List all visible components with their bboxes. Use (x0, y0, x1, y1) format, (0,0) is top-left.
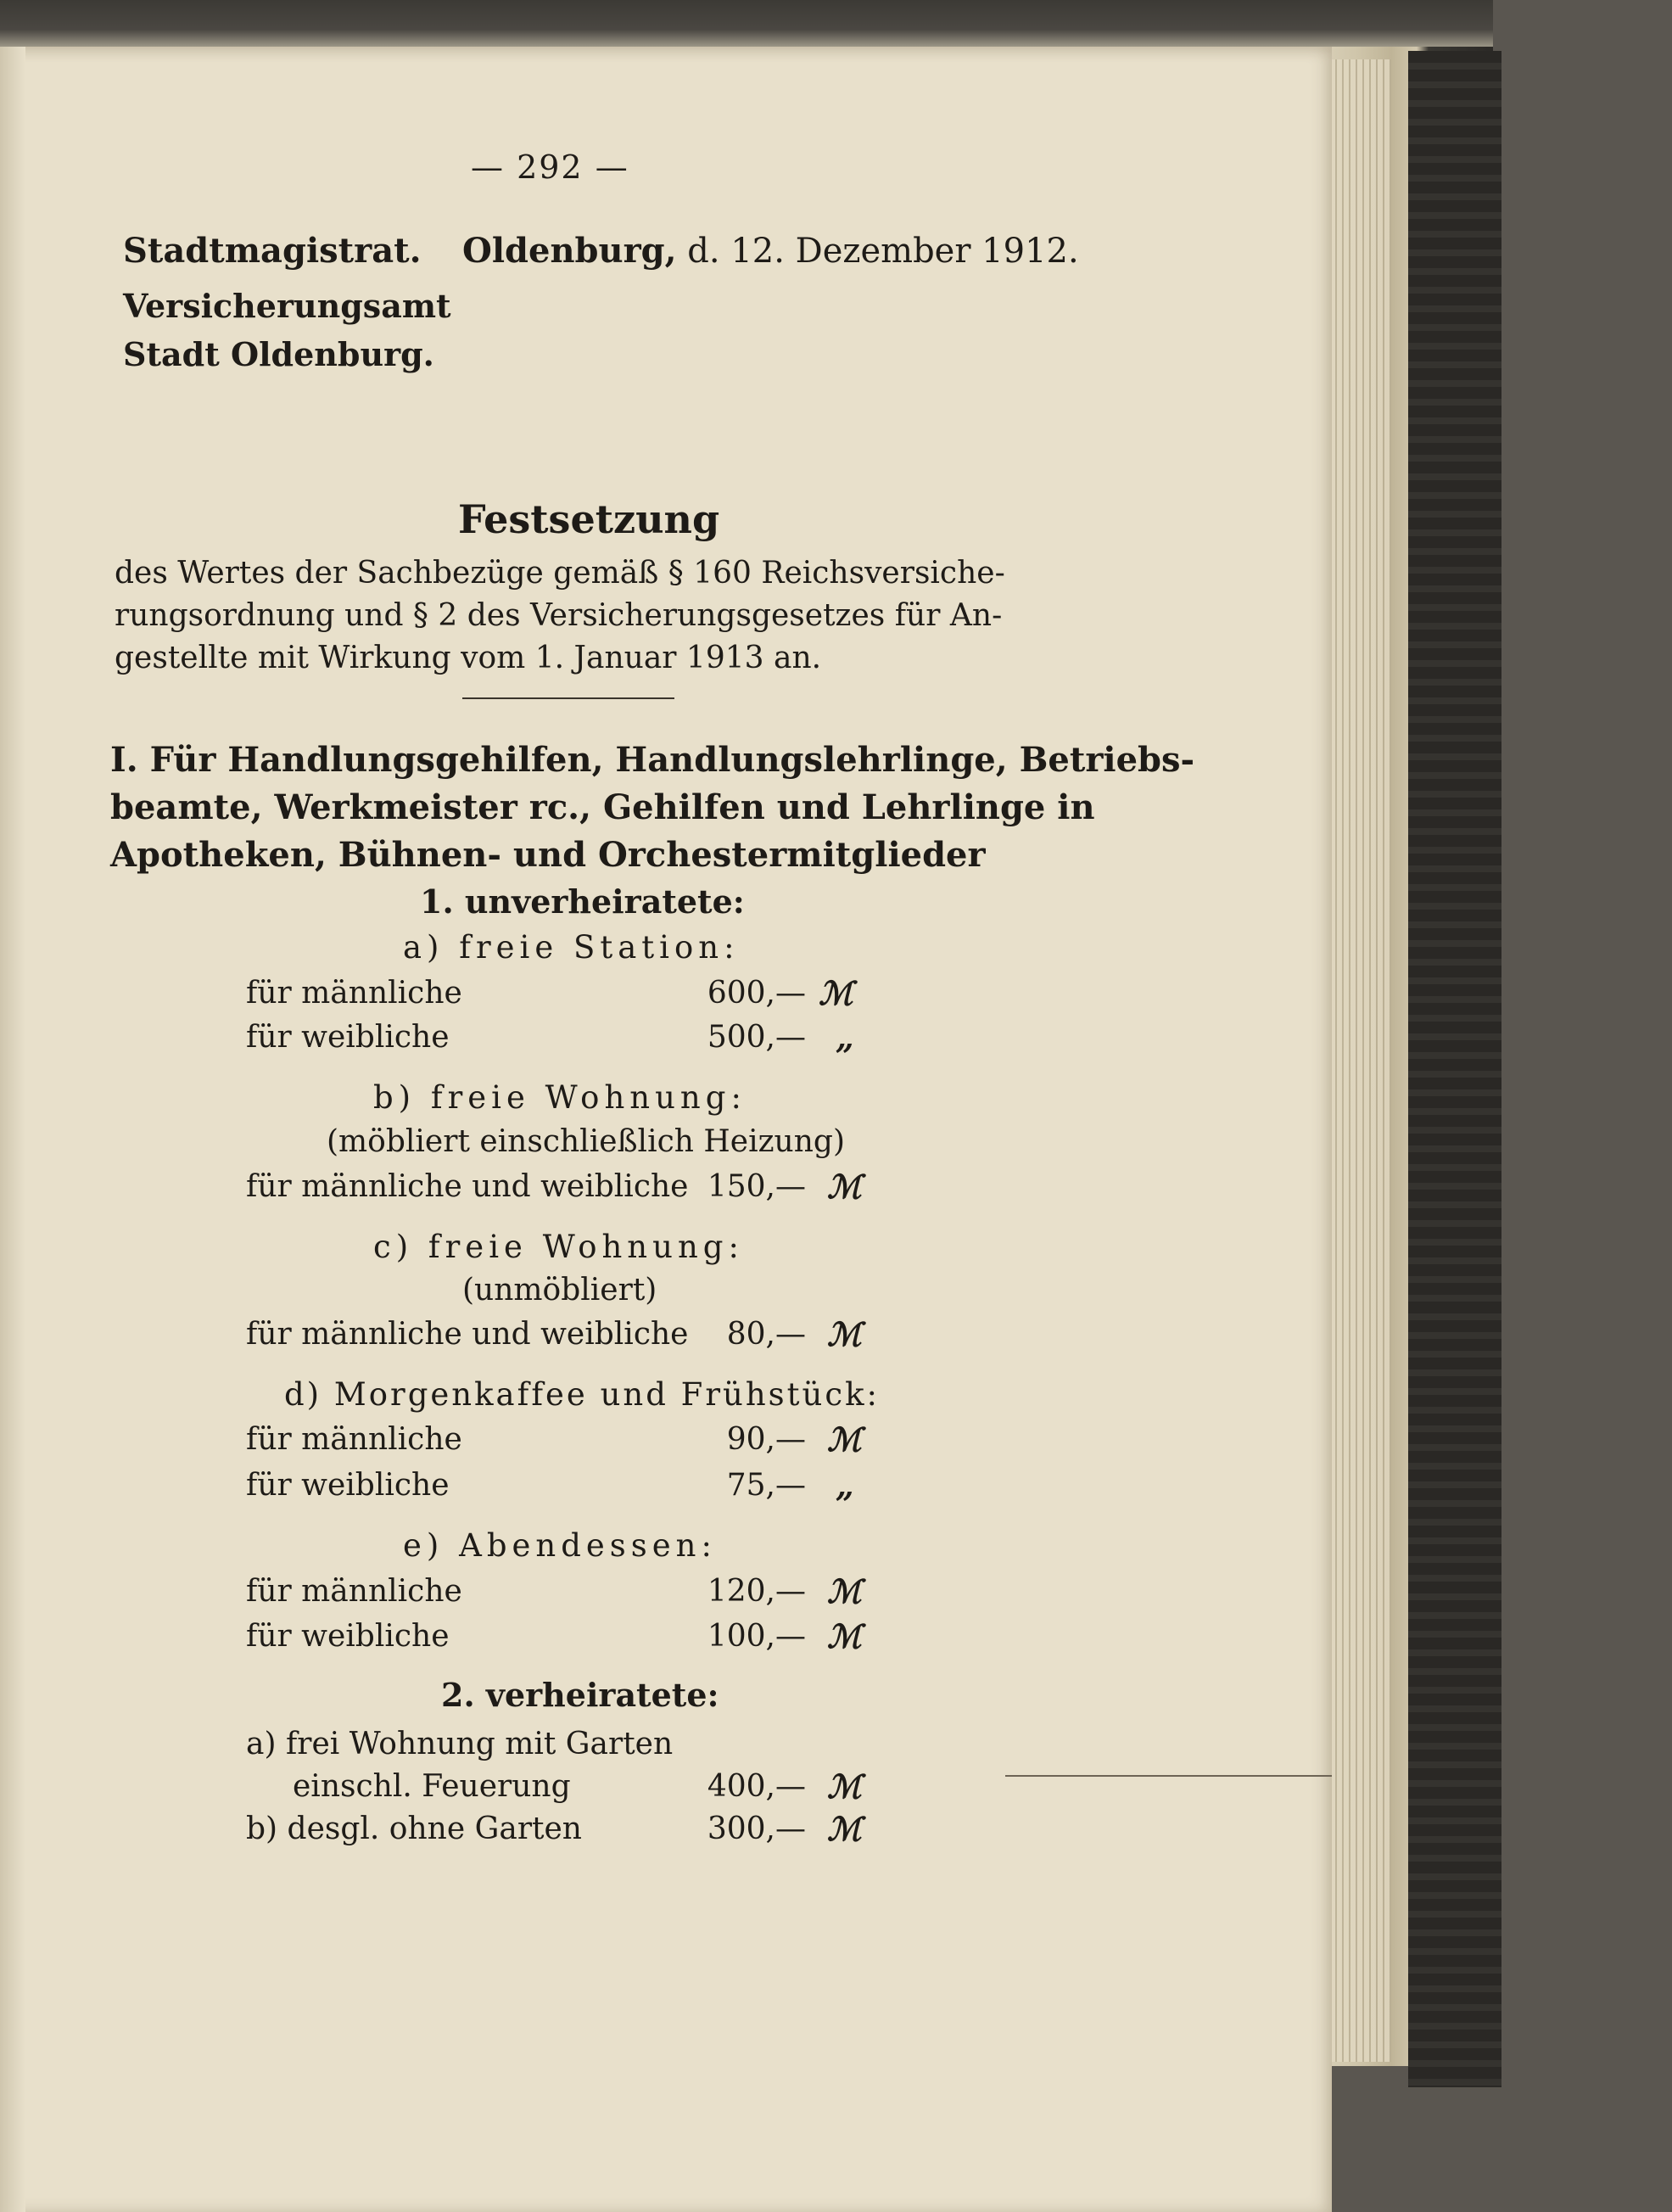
row-value: 150,— (707, 1169, 806, 1204)
row-value: 75,— (726, 1468, 806, 1503)
subsection-c-note: (unmöbliert) (462, 1273, 657, 1308)
bleed-through-rule (1005, 1775, 1332, 1777)
ditto-mark: „ (836, 1466, 854, 1504)
ditto-mark: „ (836, 1018, 854, 1056)
currency-mark: ℳ (827, 1617, 862, 1655)
row-value: 120,— (707, 1574, 806, 1609)
subsection-e-title: e) Abendessen: (403, 1527, 717, 1564)
row-label: für männliche und weibliche (246, 1317, 689, 1352)
subsection-b-note: (möbliert einschließlich Heizung) (327, 1124, 846, 1159)
section-heading-line-3: Apotheken, Bühnen- und Orchestermitglieder (110, 835, 986, 875)
subsection-b-title: b) freie Wohnung: (373, 1079, 747, 1116)
subsection-a-title: a) freie Station: (403, 929, 740, 966)
group1-title: 1. unverheiratete: (420, 882, 745, 921)
page-number: — 292 — (471, 148, 629, 186)
subsection-d-title: d) Morgenkaffee und Frühstück: (284, 1376, 880, 1413)
intro-line-1: des Wertes der Sachbezüge gemäß § 160 Reichsversiche- (115, 556, 1005, 591)
row-label: für weibliche (246, 1619, 450, 1654)
header-place-date (462, 231, 1079, 271)
intro-line-3: gestellte mit Wirkung vom 1. Januar 1913 an. (115, 641, 822, 675)
header-place: Oldenburg, (462, 231, 677, 271)
row-value: 100,— (707, 1619, 806, 1654)
row-label: für männliche (246, 976, 462, 1011)
row-value: 300,— (707, 1812, 806, 1846)
divider (462, 697, 674, 699)
row-value: 500,— (707, 1020, 806, 1055)
row-label: für weibliche (246, 1468, 450, 1503)
row-label: a) frei Wohnung mit Garten (246, 1727, 674, 1761)
page-stack (1323, 59, 1391, 2062)
row-label: für weibliche (246, 1020, 450, 1055)
currency-mark: ℳ (827, 1420, 862, 1459)
row-label: für männliche und weibliche (246, 1169, 689, 1204)
gutter (0, 47, 25, 2212)
header-date: d. 12. Dezember 1912. (687, 232, 1079, 271)
group2-title: 2. verheiratete: (441, 1676, 719, 1714)
row-value: 600,— (707, 976, 806, 1011)
intro-line-2: rungsordnung und § 2 des Versicherungsgesetzes für An- (115, 598, 1003, 633)
currency-mark: ℳ (827, 1810, 862, 1848)
row-value: 80,— (726, 1317, 806, 1352)
document-title: Festsetzung (458, 496, 720, 542)
currency-mark: ℳ (827, 1767, 862, 1806)
header-city: Stadt Oldenburg. (123, 335, 434, 373)
row-value: 90,— (726, 1422, 806, 1457)
section-heading-line-1: I. Für Handlungsgehilfen, Handlungslehrlinge, Betriebs- (110, 740, 1195, 780)
book-cover-edge (1408, 51, 1501, 2087)
row-label: für männliche (246, 1574, 462, 1609)
currency-mark: ℳ (827, 1572, 862, 1610)
header-authority: Stadtmagistrat. (123, 231, 422, 271)
header-office: Versicherungsamt (123, 287, 451, 325)
row-label: b) desgl. ohne Garten (246, 1812, 582, 1846)
row-value: 400,— (707, 1769, 806, 1804)
currency-mark: ℳ (827, 1168, 862, 1206)
currency-mark: ℳ (819, 974, 853, 1012)
row-label: für männliche (246, 1422, 462, 1457)
subsection-c-title: c) freie Wohnung: (373, 1229, 744, 1265)
row-label: einschl. Feuerung (293, 1769, 571, 1804)
currency-mark: ℳ (827, 1315, 862, 1353)
section-heading-line-2: beamte, Werkmeister rc., Gehilfen und Lehrlinge in (110, 787, 1095, 827)
